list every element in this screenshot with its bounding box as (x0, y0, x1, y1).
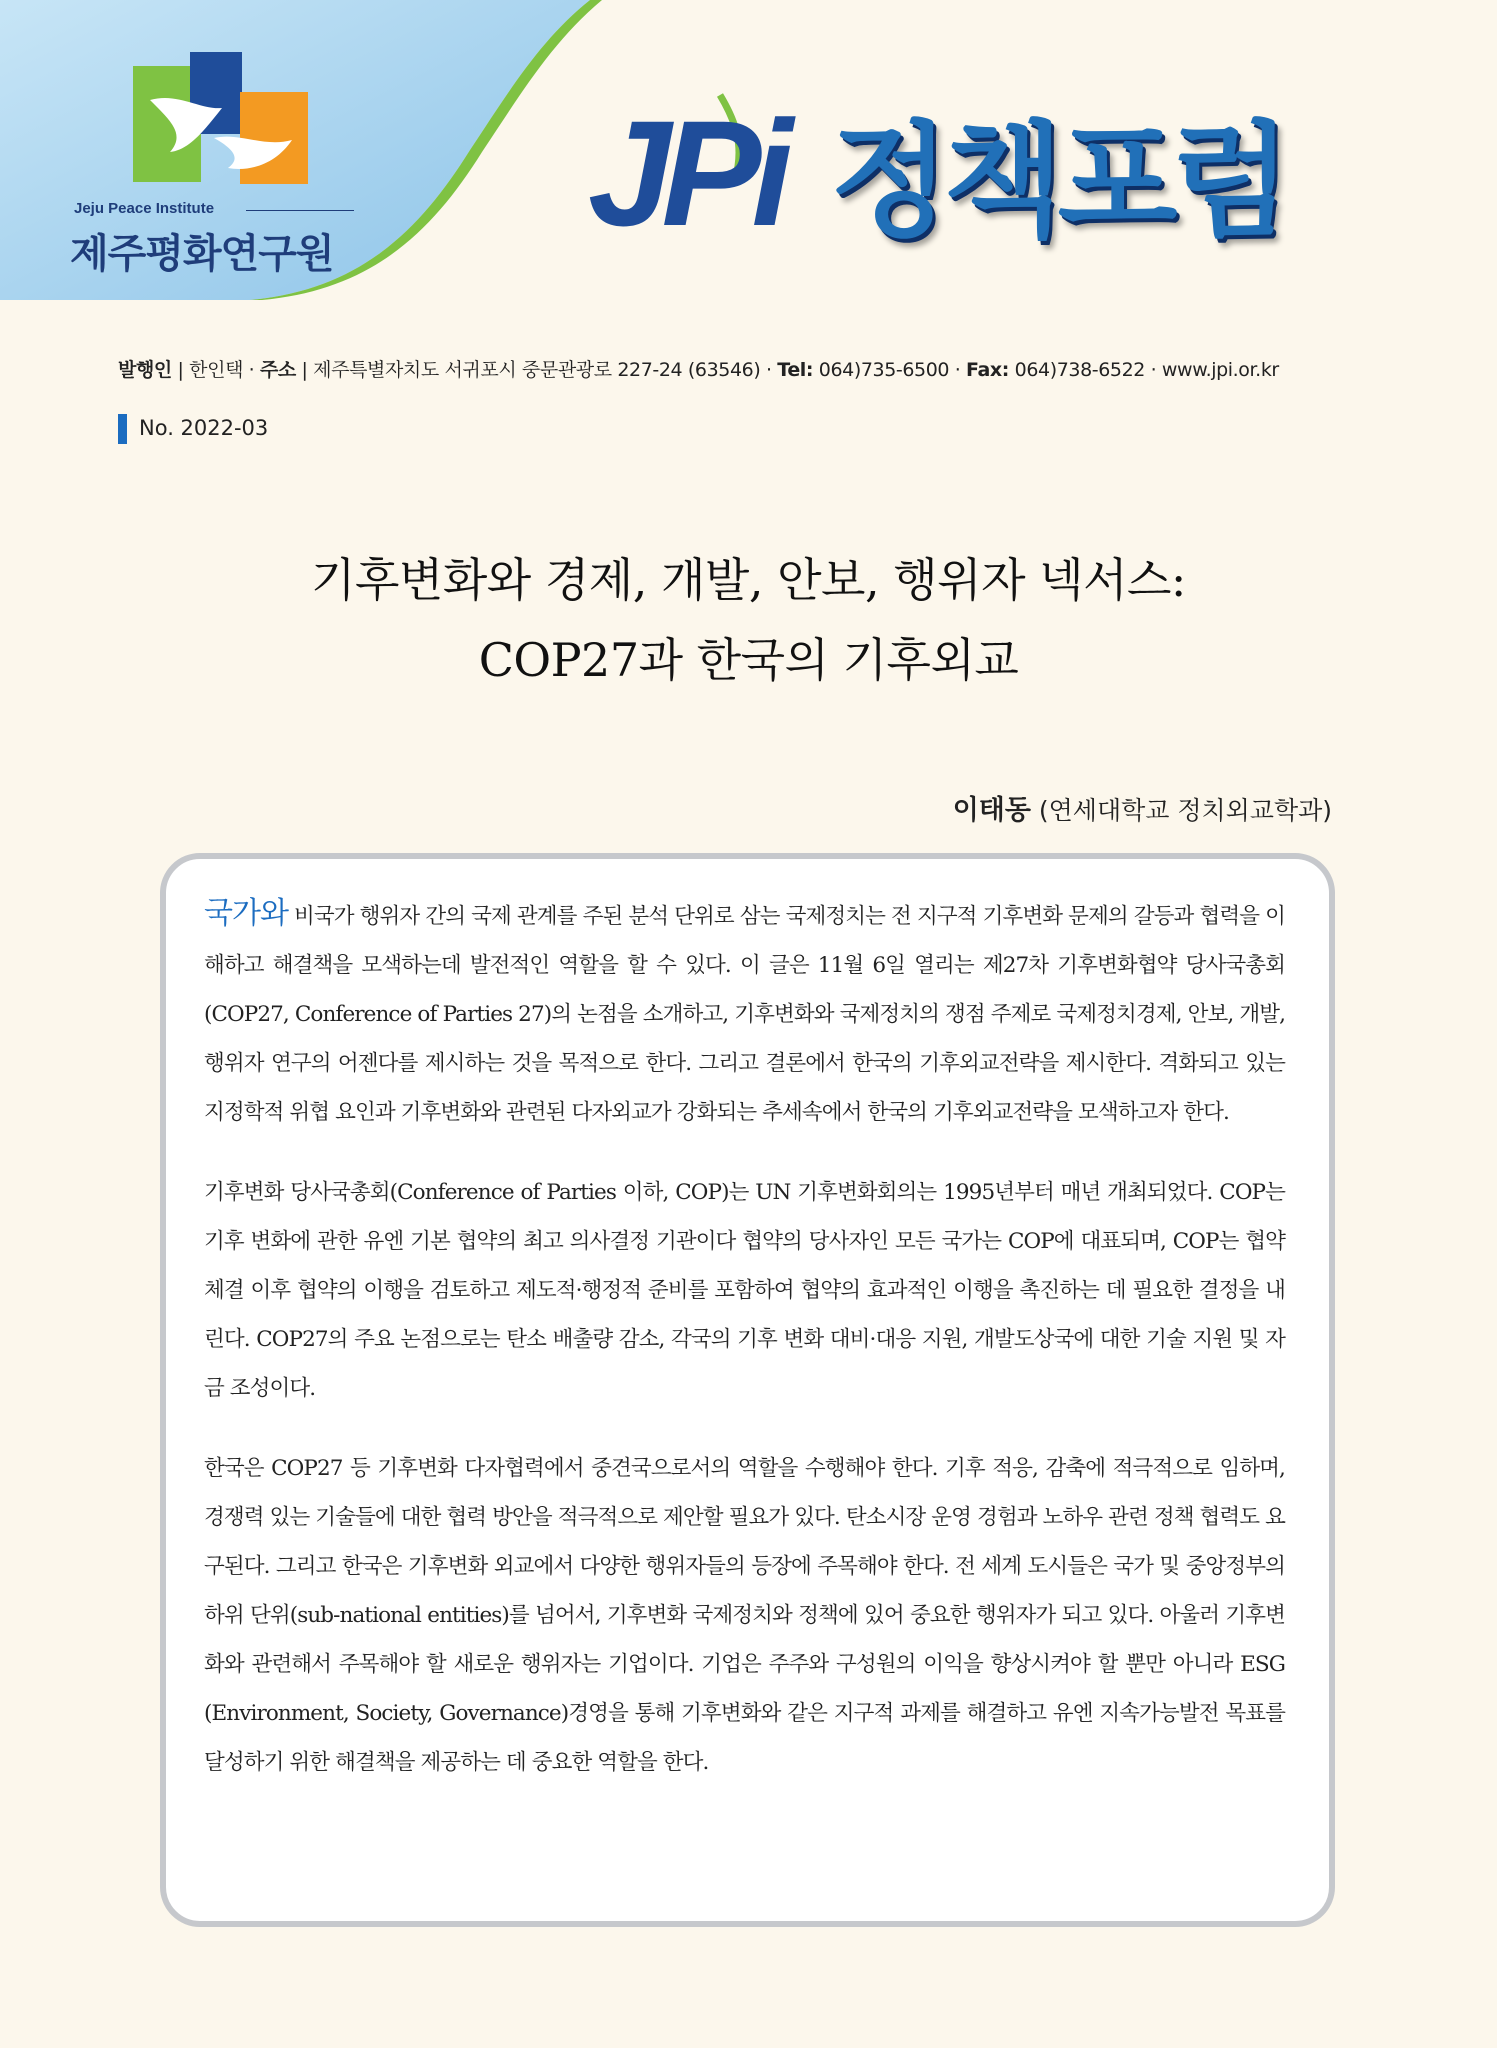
address-label: 주소 (259, 359, 296, 381)
summary-paragraph-1-text: 비국가 행위자 간의 국제 관계를 주된 분석 단위로 삼는 국제정치는 전 지구적 기후변화 문제의 갈등과 협력을 이해하고 해결책을 모색하는데 발전적인 역할을 할 수 있다. 이 글은 11월 6일 열리는 제27차 기후변화협약 당사국총회(COP27, Conference of Parties 27)의 논점을 소개하고, 기후변화와 국제정치의 쟁점 주제로 국제정치경제, 안보, 개발, 행위자 연구의 어젠다를 제시하는 것을 목적으로 한다. 그리고 결론에서 한국의 기후외교전략을 제시한다. 격화되고 있는 지정학적 위협 요인과 기후변화와 관련된 다자외교가 강화되는 추세속에서 한국의 기후외교전략을 모색하고자 한다. (204, 904, 1285, 1125)
fax: 064)738-6522 (1014, 359, 1145, 381)
title-line-1: 기후변화와 경제, 개발, 안보, 행위자 넥서스: (311, 553, 1186, 607)
summary-box (160, 853, 1335, 1927)
institute-name-kr: 제주평화연구원 (70, 231, 334, 277)
tel: 064)735-6500 (818, 359, 950, 381)
tel-label: Tel: (777, 359, 814, 381)
website-link[interactable]: www.jpi.or.kr (1161, 359, 1279, 381)
institute-underline (246, 210, 354, 211)
issue-marker (118, 414, 127, 444)
publisher-info: 발행인 | 한인택 · 주소 | 제주특별자치도 서귀포시 중문관광로 227-24 (63546) · Tel: 064)735-6500 · Fax: 064)738-6522 · www.jpi.or.kr (118, 359, 1279, 381)
author-affiliation: (연세대학교 정치외교학과) (1038, 796, 1332, 825)
header-banner (0, 0, 1497, 300)
issue-number-text: No. 2022-03 (139, 416, 269, 440)
lead-word: 국가와 (204, 896, 288, 931)
author-byline (953, 788, 1332, 827)
author-name: 이태동 (952, 795, 1031, 826)
address: 제주특별자치도 서귀포시 중문관광로 227-24 (63546) (313, 359, 761, 381)
publisher-name: 한인택 (189, 359, 244, 381)
summary-paragraph-3: 한국은 COP27 등 기후변화 다자협력에서 중견국으로서의 역할을 수행해야 한다. 기후 적응, 감축에 적극적으로 임하며, 경쟁력 있는 기술들에 대한 협력 방안을 적극적으로 제안할 필요가 있다. 탄소시장 운영 경험과 노하우 관련 정책 협력도 요구된다. 그리고 한국은 기후변화 외교에서 다양한 행위자들의 등장에 주목해야 한다. 전 세계 도시들은 국가 및 중앙정부의 하위 단위(sub-national entities)를 넘어서, 기후변화 국제정치와 정책에 있어 중요한 행위자가 되고 있다. 아울러 기후변화와 관련해서 주목해야 할 새로운 행위자는 기업이다. 기업은 주주와 구성원의 이익을 향상시켜야 할 뿐만 아니라 ESG (Environment, Society, Governance)경영을 통해 기후변화와 같은 지구적 과제를 해결하고 유엔 지속가능발전 목표를 달성하기 위한 해결책을 제공하는 데 중요한 역할을 한다. (204, 1456, 1285, 1775)
summary-paragraph-1 (204, 889, 1285, 1137)
brand-wordmark: JPi (588, 89, 784, 257)
institute-name-en: Jeju Peace Institute (74, 200, 215, 217)
forum-title: 정책포럼 (830, 110, 1286, 254)
summary-paragraph-2: 기후변화 당사국총회(Conference of Parties 이하, COP)는 UN 기후변화회의는 1995년부터 매년 개최되었다. COP는 기후 변화에 관한 유엔 기본 협약의 최고 의사결정 기관이다 협약의 당사자인 모든 국가는 COP에 대표되며, COP는 협약 체결 이후 협약의 이행을 검토하고 제도적·행정적 준비를 포함하여 협약의 효과적인 이행을 촉진하는 데 필요한 결정을 내린다. COP27의 주요 논점으로는 탄소 배출량 감소, 각국의 기후 변화 대비·대응 지원, 개발도상국에 대한 기술 지원 및 자금 조성이다. (204, 1180, 1285, 1401)
title-line-2: COP27과 한국의 기후외교 (478, 633, 1019, 687)
issue-number (118, 414, 268, 444)
page-title (0, 540, 1497, 700)
publisher-label: 발행인 (118, 359, 172, 381)
fax-label: Fax: (966, 359, 1009, 381)
